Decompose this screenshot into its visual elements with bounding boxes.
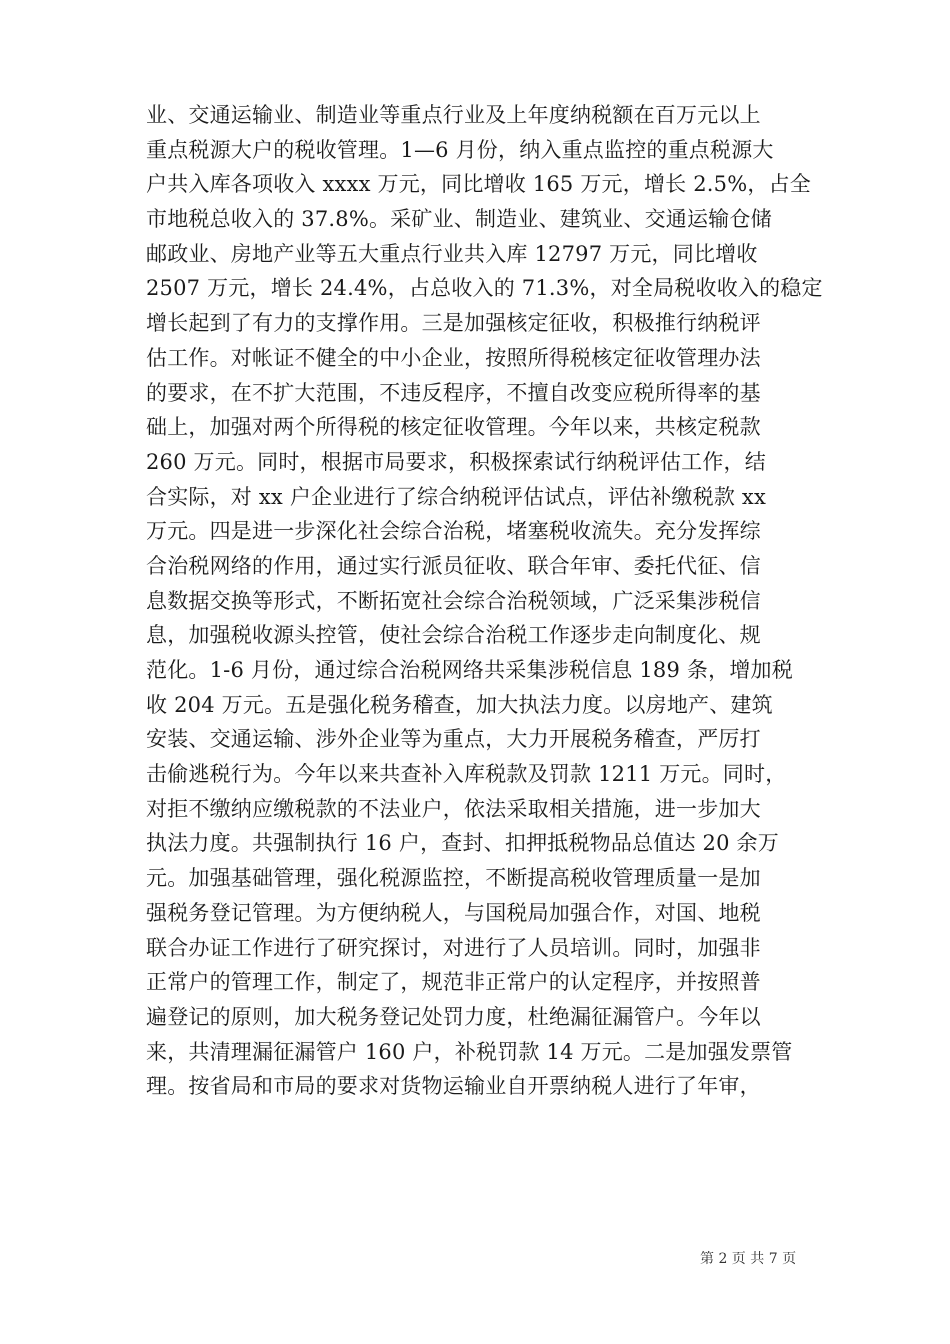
text-line: 范化。1-6 月份，通过综合治税网络共采集涉税信息 189 条，增加税 xyxy=(146,658,793,682)
text-line: 强税务登记管理。为方便纳税人，与国税局加强合作，对国、地税 xyxy=(146,900,761,925)
text-line: 础上，加强对两个所得税的核定征收管理。今年以来，共核定税款 xyxy=(146,415,761,440)
text-line: 遍登记的原则，加大税务登记处罚力度，杜绝漏征漏管户。今年以 xyxy=(146,1004,761,1029)
text-line: 重点税源大户的税收管理。1—6 月份，纳入重点监控的重点税源大 xyxy=(146,137,774,162)
text-line: 增长起到了有力的支撑作用。三是加强核定征收，积极推行纳税评 xyxy=(146,311,761,336)
text-line: 收 204 万元。五是强化税务稽查，加大执法力度。以房地产、建筑 xyxy=(146,692,773,717)
text-line: 260 万元。同时，根据市局要求，积极探索试行纳税评估工作，结 xyxy=(146,449,766,474)
text-line: 安装、交通运输、涉外企业等为重点，大力开展税务稽查，严厉打 xyxy=(146,727,761,752)
text-line: 市地税总收入的 37.8%。采矿业、制造业、建筑业、交通运输仓储 xyxy=(146,207,772,232)
text-line: 户共入库各项收入 xxxx 万元，同比增收 165 万元，增长 2.5%，占全 xyxy=(146,172,811,197)
page-number-footer: 第 2 页 共 7 页 xyxy=(700,1251,797,1267)
text-line: 万元。四是进一步深化社会综合治税，堵塞税收流失。充分发挥综 xyxy=(146,519,761,544)
text-line: 击偷逃税行为。今年以来共查补入库税款及罚款 1211 万元。同时， xyxy=(146,762,787,787)
text-line: 2507 万元，增长 24.4%，占总收入的 71.3%，对全局税收收入的稳定 xyxy=(146,276,823,301)
text-line: 合治税网络的作用，通过实行派员征收、联合年审、委托代征、信 xyxy=(146,553,761,578)
text-line: 估工作。对帐证不健全的中小企业，按照所得税核定征收管理办法 xyxy=(146,345,761,370)
text-line: 邮政业、房地产业等五大重点行业共入库 12797 万元，同比增收 xyxy=(146,241,758,266)
text-line: 息，加强税收源头控管，使社会综合治税工作逐步走向制度化、规 xyxy=(146,623,761,648)
text-line: 合实际，对 xx 户企业进行了综合纳税评估试点，评估补缴税款 xx xyxy=(146,484,766,509)
text-line: 执法力度。共强制执行 16 户，查封、扣押抵税物品总值达 20 余万 xyxy=(146,831,779,856)
text-line: 业、交通运输业、制造业等重点行业及上年度纳税额在百万元以上 xyxy=(146,103,761,127)
text-line: 息数据交换等形式，不断拓宽社会综合治税领域，广泛采集涉税信 xyxy=(146,588,761,613)
text-line: 对拒不缴纳应缴税款的不法业户，依法采取相关措施，进一步加大 xyxy=(146,796,761,821)
text-line: 正常户的管理工作，制定了，规范非正常户的认定程序，并按照普 xyxy=(146,970,761,995)
text-line: 的要求，在不扩大范围，不违反程序，不擅自改变应税所得率的基 xyxy=(146,380,761,405)
text-line: 理。按省局和市局的要求对货物运输业自开票纳税人进行了年审， xyxy=(146,1074,761,1099)
text-line: 来，共清理漏征漏管户 160 户，补税罚款 14 万元。二是加强发票管 xyxy=(146,1039,793,1064)
body-text xyxy=(146,98,826,1104)
text-line: 元。加强基础管理，强化税源监控，不断提高税收管理质量一是加 xyxy=(146,866,761,891)
text-line: 联合办证工作进行了研究探讨，对进行了人员培训。同时，加强非 xyxy=(146,935,761,960)
